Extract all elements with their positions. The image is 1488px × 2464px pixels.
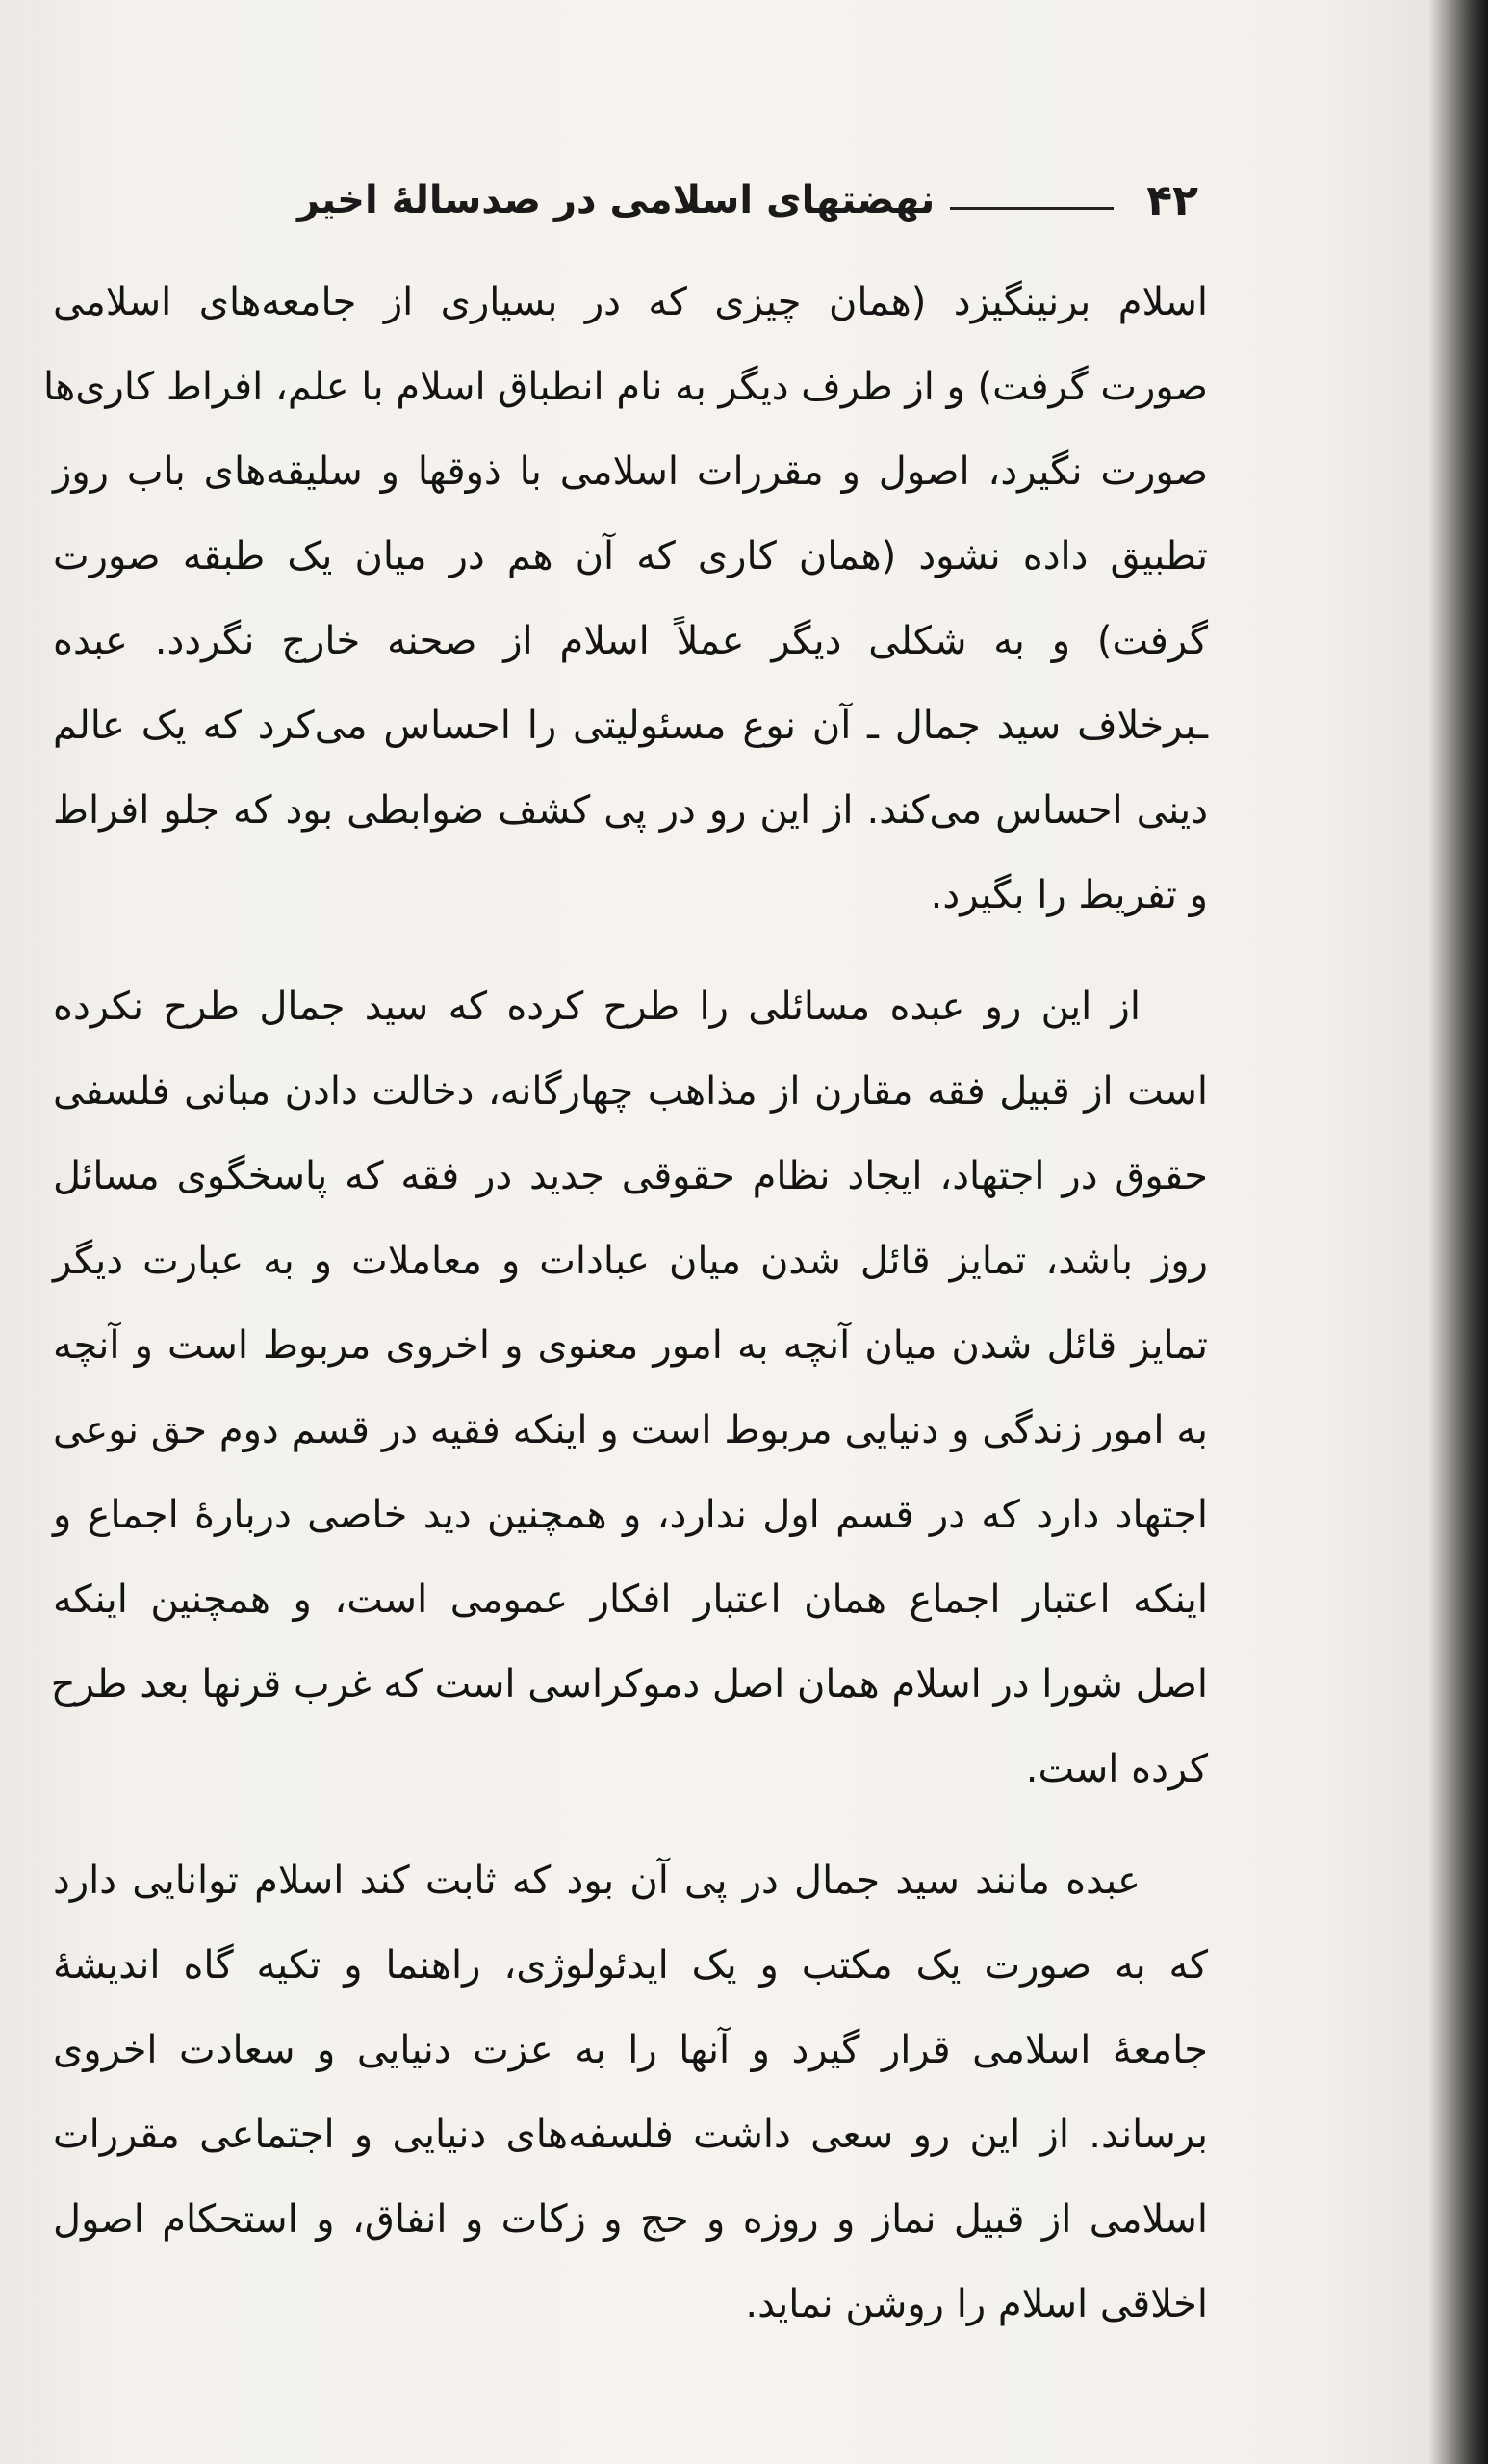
page-header: [48, 162, 1198, 239]
text-line: که به صورت یک مکتب و یک ایدئولوژی، راهنما و تکیه گاه اندیشهٔ: [53, 1943, 1208, 1988]
text-line: است از قبیل فقه مقارن از مذاهب چهارگانه، دخالت دادن مبانی فلسفی: [53, 1069, 1208, 1114]
text-line: صورت گرفت) و از طرف دیگر به نام انطباق اسلام با علم، افراط کاری‌ها: [42, 365, 1208, 409]
running-title: نهضتهای اسلامی در صدسالهٔ اخیر: [296, 178, 936, 222]
text-line: اخلاقی اسلام را روشن نماید.: [745, 2282, 1208, 2326]
text-line: دینی احساس می‌کند. از این رو در پی کشف ضوابطی بود که جلو افراط: [53, 788, 1208, 833]
text-line: صورت نگیرد، اصول و مقررات اسلامی با ذوقها و سلیقه‌های باب روز: [53, 449, 1208, 494]
text-line: از این رو عبده مسائلی را طرح کرده که سید جمال طرح نکرده: [53, 985, 1141, 1029]
text-line: روز باشد، تمایز قائل شدن میان عبادات و معاملات و به عبارت دیگر: [53, 1239, 1208, 1283]
body-text: [42, 260, 1208, 2374]
text-line: حقوق در اجتهاد، ایجاد نظام حقوقی جدید در فقه که پاسخگوی مسائل: [53, 1154, 1208, 1198]
text-line: به امور زندگی و دنیایی مربوط است و اینکه فقیه در قسم دوم حق نوعی: [53, 1408, 1208, 1452]
text-line: جامعهٔ اسلامی قرار گیرد و آنها را به عزت دنیایی و سعادت اخروی: [53, 2028, 1208, 2072]
text-line: و تفریط را بگیرد.: [930, 873, 1208, 917]
text-line: برساند. از این رو سعی داشت فلسفه‌های دنیایی و اجتماعی مقررات: [53, 2113, 1208, 2157]
text-line: عبده مانند سید جمال در پی آن بود که ثابت کند اسلام توانایی دارد: [53, 1859, 1141, 1903]
paragraph-3: [53, 1838, 1208, 2347]
header-rule: [950, 207, 1114, 210]
text-line: اجتهاد دارد که در قسم اول ندارد، و همچنین دید خاصی دربارهٔ اجماع و: [53, 1493, 1208, 1537]
text-line: اسلامی از قبیل نماز و روزه و حج و زکات و انفاق، و استحکام اصول: [53, 2197, 1208, 2242]
text-line: اسلام برنینگیزد (همان چیزی که در بسیاری از جامعه‌های اسلامی: [53, 280, 1208, 324]
text-line: اصل شورا در اسلام همان اصل دموکراسی است که غرب قرنها بعد طرح: [50, 1662, 1208, 1707]
paragraph-1: [42, 260, 1208, 937]
text-line: ـبرخلاف سید جمال ـ آن نوع مسئولیتی را احساس می‌کرد که یک عالم: [53, 704, 1208, 748]
page-number: ۴۲: [1146, 175, 1198, 225]
text-line: تطبیق داده نشود (همان کاری که آن هم در میان یک طبقه صورت: [53, 534, 1208, 578]
text-line: تمایز قائل شدن میان آنچه به امور معنوی و اخروی مربوط است و آنچه: [53, 1323, 1208, 1368]
paragraph-2: [50, 964, 1208, 1811]
text-line: کرده است.: [1025, 1747, 1208, 1791]
text-line: گرفت) و به شکلی دیگر عملاً اسلام از صحنه خارج نگردد. عبده: [53, 619, 1208, 663]
text-line: اینکه اعتبار اجماع همان اعتبار افکار عمومی است، و همچنین اینکه: [53, 1578, 1208, 1622]
